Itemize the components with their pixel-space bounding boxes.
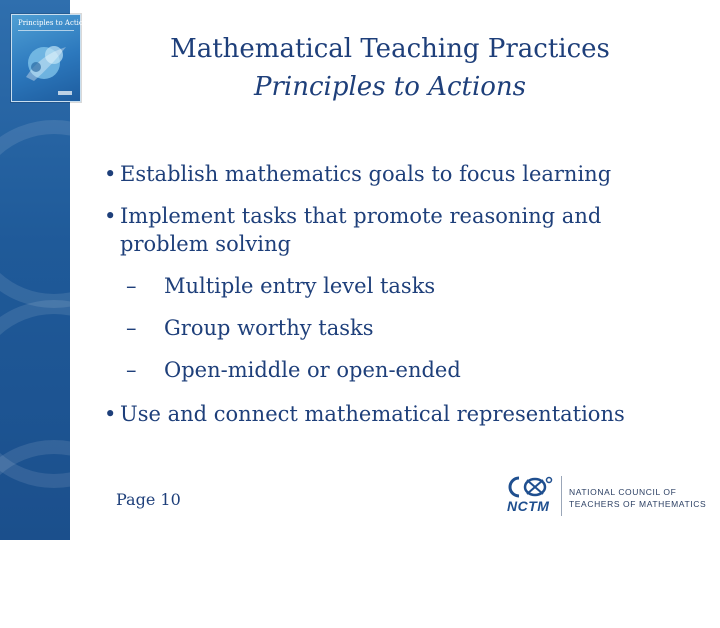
nctm-logo — [505, 474, 705, 518]
bullet-dot: • — [104, 162, 117, 186]
nctm-logo-icon — [505, 474, 555, 500]
bullet-dot: • — [104, 204, 117, 228]
sub-bullet-dash: – — [126, 358, 137, 382]
bullet-text: Use and connect mathematical representations — [120, 402, 625, 426]
bullet-text: Implement tasks that promote reasoning and problem solving — [120, 204, 602, 256]
slide-title-block — [100, 30, 680, 106]
sub-bullet-text: Open-middle or open-ended — [164, 358, 461, 382]
book-cover-thumbnail — [11, 14, 92, 102]
page-number: Page 10 — [116, 490, 181, 509]
sub-bullet-dash: – — [126, 274, 137, 298]
sub-bullet-dash: – — [126, 316, 137, 340]
org-line-2: TEACHERS OF MATHEMATICS — [569, 499, 707, 509]
bullet-dot: • — [104, 402, 117, 426]
cover-mark — [58, 91, 72, 95]
bullet-item — [104, 160, 611, 188]
cover-rule — [18, 30, 74, 31]
bullet-item — [104, 202, 680, 258]
nctm-acronym: NCTM — [507, 498, 550, 514]
logo-divider — [561, 476, 562, 516]
bullet-item — [104, 400, 625, 428]
slide-title: Mathematical Teaching Practices — [170, 34, 610, 64]
sub-bullet-text: Multiple entry level tasks — [164, 274, 436, 298]
nctm-org-name — [569, 486, 709, 510]
sub-bullet-text: Group worthy tasks — [164, 316, 374, 340]
cover-title: Principles to Actions — [18, 19, 92, 27]
band-swirl — [0, 440, 148, 628]
sub-bullet-item — [126, 314, 374, 342]
cover-splash-image — [20, 37, 72, 87]
slide-subtitle: Principles to Actions — [253, 72, 527, 102]
bullet-text: Establish mathematics goals to focus learning — [120, 162, 612, 186]
org-line-1: NATIONAL COUNCIL OF — [569, 487, 677, 497]
sub-bullet-item — [126, 356, 461, 384]
sub-bullet-item — [126, 272, 435, 300]
